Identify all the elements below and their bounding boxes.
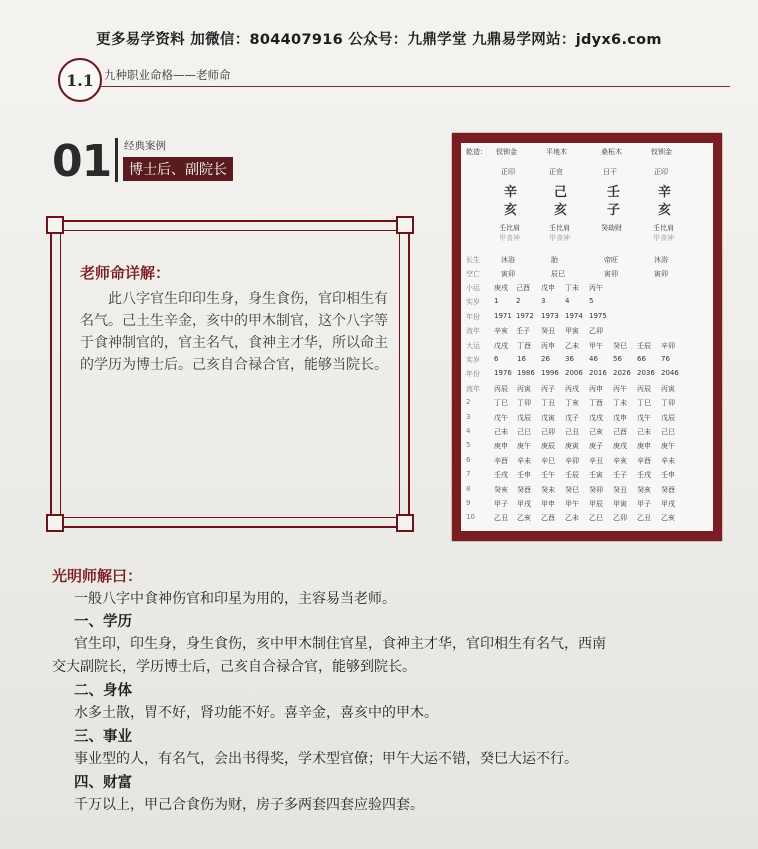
chart-cell: 癸酉 [661,485,675,494]
stem-cell: 壬 [607,185,621,200]
chart-cell: 癸丑 [541,327,555,336]
chart-cell: 甲戌 [517,500,531,508]
chart-cell: 庚戌 [613,442,627,451]
chart-cell: 癸亥 [494,485,508,494]
chart-cell: 胎 [551,256,558,264]
chart-cell: 己巳 [661,428,675,436]
chart-cell: 己卯 [541,428,555,436]
case-title: 博士后、副院长 [123,157,233,181]
chart-cell: 乙丑 [494,514,508,523]
chart-cell: 丁巳 [637,399,651,408]
frame-corner-ornament [46,514,64,532]
chart-row-label: 4 [466,427,471,435]
chart-cell: 戊辰 [661,413,675,422]
bazi-chart-table [461,143,713,531]
chart-cell: 己未 [637,428,651,436]
chart-row-label: 流年 [466,384,480,393]
chart-cell: 甲子 [637,500,651,508]
chart-cell: 丁卯 [517,399,531,408]
chart-cell: 2036 [637,369,655,378]
chart-cell: 1975 [589,311,607,320]
chart-cell: 庚戌 [494,284,508,292]
chart-cell: 沐浴 [654,256,668,264]
chart-cell: 1 [494,297,499,306]
chart-cell: 56 [613,355,622,363]
chart-cell: 丙申 [589,384,603,393]
promo-banner: 更多易学资料 加微信：804407916 公众号：九鼎学堂 九鼎易学网站：jdyx6.com [96,32,662,48]
chart-cell: 26 [541,355,550,363]
chart-cell: 甲辰 [589,500,603,508]
chart-cell: 癸酉 [517,485,531,494]
chart-cell: 丙辰 [637,384,651,393]
chart-cell: 癸未 [541,485,555,494]
chart-cell: 丁酉 [589,399,603,408]
chart-cell: 己酉 [613,428,627,436]
god-cell: 正印 [501,168,515,176]
chart-cell: 壬戌 [637,471,651,480]
chart-cell: 癸卯 [589,485,603,494]
chart-row-label: 10 [466,513,475,522]
chart-cell: 乙未 [565,514,579,523]
case-number: 01 [52,136,112,187]
hidden-stem-cell: 壬比肩 [653,224,674,232]
chart-cell: 庚申 [494,442,508,451]
chart-cell: 3 [541,297,546,306]
chart-cell: 丁巳 [494,399,508,408]
chart-cell: 1973 [541,311,559,320]
chart-cell: 癸丑 [613,485,627,494]
chart-cell: 壬申 [517,471,531,480]
analysis-intro: 一般八字中食神伤官和印星为用的，主容易当老师。 [74,591,396,607]
chart-cell: 癸亥 [637,485,651,494]
chart-cell: 乙卯 [613,514,627,523]
chart-cell: 戊子 [565,413,579,422]
commentary-heading: 老师命详解： [80,264,171,282]
chart-cell: 戊午 [637,413,651,422]
chart-cell: 戊戌 [494,341,508,350]
chart-cell: 丙辰 [494,384,508,393]
chart-cell: 庚寅 [565,442,579,451]
chart-cell: 戊寅 [541,413,555,422]
hidden-stem-cell: 甲食神 [653,234,674,242]
chapter-title: 九种职业命格——老师命 [104,68,231,82]
chart-cell: 沐浴 [501,256,515,264]
chart-cell: 丙午 [589,284,603,292]
chart-cell: 1976 [494,369,512,378]
hidden-stem-cell: 壬比肩 [499,224,520,232]
chart-cell: 壬午 [541,471,555,480]
chart-cell: 丙戌 [565,384,579,393]
chapter-number: 1.1 [58,58,102,102]
frame-corner-ornament [396,514,414,532]
chart-cell: 丙寅 [661,384,675,393]
chart-cell: 壬寅 [589,471,603,480]
chart-cell: 甲子 [494,500,508,508]
chart-cell: 甲午 [589,341,603,350]
chart-cell: 己巳 [517,428,531,436]
chart-cell: 16 [517,355,526,363]
bazi-chart [452,133,722,541]
chart-row-label: 2 [466,398,471,407]
nayin-cell: 桑柘木 [601,148,622,156]
chart-cell: 癸巳 [565,485,579,494]
chart-cell: 甲午 [565,500,579,508]
chart-cell: 戊辰 [517,413,531,422]
chart-cell: 寅卯 [501,270,515,278]
chart-cell: 辛卯 [661,341,675,350]
section-line: 水多土散，胃不好，肾功能不好。喜辛金，喜亥中的甲木。 [74,705,438,721]
chart-cell: 己未 [494,428,508,436]
chart-cell: 壬申 [661,471,675,480]
analysis-heading: 光明师解曰： [52,567,143,585]
commentary-text: 此八字官生印印生身，身生食伤，官印相生有名气。己土生辛金，亥中的甲木制官，这个八字等于食神制官的，官主名气，食神主才华，所以命主的学历为博士后。己亥自合禄合官，能够当院长。 [80,291,388,373]
frame-corner-ornament [46,216,64,234]
chart-cell: 甲寅 [613,500,627,508]
chart-cell: 辛亥 [494,327,508,336]
chart-cell: 辛巳 [541,456,555,465]
chart-cell: 丙子 [541,384,555,393]
frame-corner-ornament [396,216,414,234]
chart-row-label: 9 [466,499,471,507]
chart-cell: 戊申 [613,413,627,422]
chart-cell: 2 [516,297,521,306]
section-title: 四、财富 [74,775,132,791]
branch-cell: 亥 [554,203,568,218]
chart-cell: 丁卯 [661,399,675,408]
chart-cell: 癸巳 [613,341,627,350]
chart-row-label: 7 [466,470,471,479]
stem-cell: 辛 [504,185,518,200]
stem-cell: 辛 [658,185,672,200]
chart-cell: 丁亥 [565,399,579,408]
chart-cell: 1986 [517,369,535,378]
chart-cell: 壬子 [516,327,530,336]
chart-cell: 壬戌 [494,471,508,480]
chart-cell: 戊申 [541,284,555,292]
chart-cell: 乙丑 [637,514,651,523]
chart-cell: 丁酉 [517,341,531,350]
chart-cell: 甲戌 [661,500,675,508]
chart-cell: 36 [565,355,574,363]
chart-cell: 辰巳 [551,270,565,278]
chart-cell: 76 [661,355,670,363]
section-title: 二、身体 [74,683,132,699]
chart-cell: 丁丑 [541,399,555,408]
chart-cell: 46 [589,355,598,363]
chart-cell: 庚午 [517,442,531,451]
case-label: 经典案例 [124,140,166,152]
hidden-stem-cell: 甲食神 [549,234,570,242]
chart-row-label: 6 [466,455,471,464]
chart-cell: 辛卯 [565,456,579,465]
chart-row-label: 大运 [466,341,480,350]
chart-cell: 庚午 [661,442,675,451]
chart-cell: 乙亥 [661,514,675,523]
chart-cell: 1972 [516,311,534,320]
section-title: 三、事业 [74,729,132,745]
chart-cell: 甲寅 [565,327,579,336]
branch-cell: 亥 [504,203,518,218]
chart-row-label: 实岁 [466,356,480,364]
nayin-cell: 平地木 [546,148,567,156]
chart-cell: 乙酉 [541,514,555,523]
chart-cell: 壬辰 [565,471,579,480]
qiankun-label: 乾造： [466,148,487,156]
chart-cell: 辛丑 [589,456,603,465]
god-cell: 正印 [654,168,668,176]
chart-cell: 辛酉 [494,456,508,465]
branch-cell: 子 [607,203,621,218]
chart-row-label: 8 [466,484,471,493]
chart-cell: 5 [589,297,594,306]
chart-cell: 壬辰 [637,341,651,350]
chart-cell: 丙申 [541,341,555,350]
chart-row-label: 小运 [466,284,480,292]
chart-cell: 庚子 [589,442,603,451]
chart-row-label: 3 [466,412,471,421]
chart-cell: 己丑 [565,428,579,436]
chart-cell: 壬子 [613,471,627,480]
case-divider [115,138,118,182]
chart-cell: 4 [565,297,570,306]
chart-cell: 戊戌 [589,413,603,422]
god-cell: 日干 [603,168,617,176]
chart-cell: 2006 [565,369,583,378]
chart-row-label: 空亡 [466,270,480,278]
chart-cell: 己酉 [516,284,530,292]
hidden-stem-cell: 壬比肩 [549,224,570,232]
nayin-cell: 钗钏金 [651,148,672,156]
chart-cell: 乙卯 [589,327,603,336]
section-line: 官生印，印生身，身生食伤，亥中甲木制住官星，食神主才华，官印相生有名气，西南 [74,636,606,652]
chart-cell: 辛未 [517,456,531,465]
section-line: 交大副院长，学历博士后，己亥自合禄合官，能够到院长。 [52,659,416,675]
chart-cell: 2026 [613,369,631,378]
section-line: 千万以上，甲己合食伤为财，房子多两套四套应验四套。 [74,797,424,813]
chart-cell: 乙巳 [589,514,603,523]
chart-cell: 乙亥 [517,514,531,523]
chart-cell: 寅卯 [654,270,668,278]
chart-cell: 2016 [589,369,607,378]
chart-cell: 1971 [494,311,512,320]
chart-row-label: 实岁 [466,298,480,307]
chart-cell: 丁未 [613,399,627,408]
chart-cell: 6 [494,355,499,363]
chart-cell: 66 [637,355,646,363]
section-line: 事业型的人，有名气，会出书得奖，学术型官僚；甲午大运不错，癸巳大运不行。 [74,751,578,767]
chart-cell: 乙未 [565,341,579,350]
chart-cell: 寅卯 [604,270,618,278]
chart-cell: 庚辰 [541,442,555,451]
god-cell: 正官 [549,168,563,176]
chart-cell: 1996 [541,369,559,378]
hidden-stem-cell: 甲食神 [499,234,520,242]
chart-cell: 丙寅 [517,384,531,393]
chart-cell: 己亥 [589,428,603,436]
chart-cell: 甲申 [541,500,555,508]
nayin-cell: 钗钏金 [496,148,517,156]
branch-cell: 亥 [658,203,672,218]
chart-cell: 帝旺 [604,256,618,264]
chart-cell: 戊午 [494,413,508,422]
stem-cell: 己 [554,185,568,200]
chart-row-label: 流年 [466,327,480,336]
chart-cell: 1974 [565,311,583,320]
chart-cell: 辛未 [661,456,675,465]
chart-cell: 庚申 [637,442,651,451]
chart-row-label: 年份 [466,370,480,379]
chart-row-label: 5 [466,441,471,450]
chart-cell: 2046 [661,369,679,378]
chart-cell: 辛亥 [613,456,627,465]
section-title: 一、学历 [74,614,132,630]
chart-cell: 丙午 [613,384,627,393]
hidden-stem-cell: 癸劫财 [601,224,622,232]
chart-row-label: 长生 [466,256,480,264]
chart-cell: 丁未 [565,284,579,292]
chart-row-label: 年份 [466,312,480,321]
chapter-rule [100,86,730,87]
chart-cell: 辛酉 [637,456,651,465]
